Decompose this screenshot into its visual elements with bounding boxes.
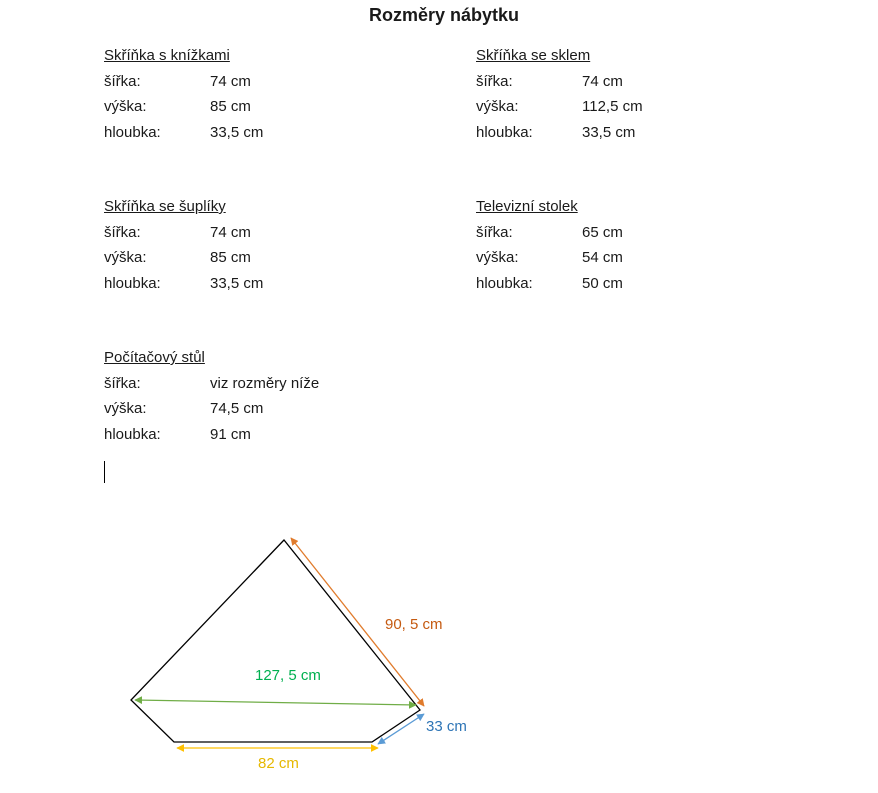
dimension-value: 112,5 cm	[582, 98, 643, 115]
section-heading: Skříňka s knížkami	[104, 47, 230, 64]
dimension-value: 74 cm	[210, 223, 251, 241]
dimension-value: 74 cm	[210, 72, 251, 90]
dimension-value: 33,5 cm	[582, 123, 636, 141]
dimension-label: výška:	[104, 98, 147, 115]
dimension-value: 85 cm	[210, 249, 251, 266]
dimension-label: hloubka:	[104, 425, 161, 443]
dimension-label: výška:	[476, 98, 519, 115]
dimension-value: viz rozměry níže	[210, 374, 320, 392]
front-dimension-label: 82 cm	[258, 755, 299, 772]
side-dimension-label: 90, 5 cm	[385, 616, 443, 633]
dimension-value: 91 cm	[210, 425, 251, 443]
dimension-label: šířka:	[476, 72, 513, 90]
dimension-value: 33,5 cm	[210, 274, 264, 292]
dimension-value: 54 cm	[582, 249, 623, 266]
dimension-value: 33,5 cm	[210, 123, 264, 141]
section-heading: Televizní stolek	[476, 198, 578, 215]
dimension-value: 74,5 cm	[210, 400, 264, 417]
dimension-label: šířka:	[104, 72, 141, 90]
desk-outline	[131, 540, 420, 742]
dimension-label: šířka:	[476, 223, 513, 241]
dimension-label: šířka:	[104, 374, 141, 392]
section-heading: Počítačový stůl	[104, 349, 205, 366]
section-heading: Skříňka se šuplíky	[104, 198, 226, 215]
dimension-label: hloubka:	[104, 274, 161, 292]
dimension-label: výška:	[104, 400, 147, 417]
diagonal-dimension-arrow	[135, 700, 416, 705]
dimension-label: výška:	[476, 249, 519, 266]
section-heading: Skříňka se sklem	[476, 47, 591, 64]
dimension-value: 50 cm	[582, 274, 623, 292]
document-title: Rozměry nábytku	[368, 5, 520, 25]
diagonal-dimension-label: 127, 5 cm	[255, 667, 321, 684]
dimension-value: 65 cm	[582, 223, 623, 241]
dimension-label: hloubka:	[104, 123, 161, 141]
corner-dimension-arrow	[378, 714, 424, 744]
dimension-label: hloubka:	[476, 274, 533, 292]
dimension-value: 85 cm	[210, 98, 251, 115]
dimension-label: šířka:	[104, 223, 141, 241]
corner-dimension-label: 33 cm	[426, 718, 467, 735]
dimension-value: 74 cm	[582, 72, 623, 90]
dimension-label: hloubka:	[476, 123, 533, 141]
dimension-label: výška:	[104, 249, 147, 266]
